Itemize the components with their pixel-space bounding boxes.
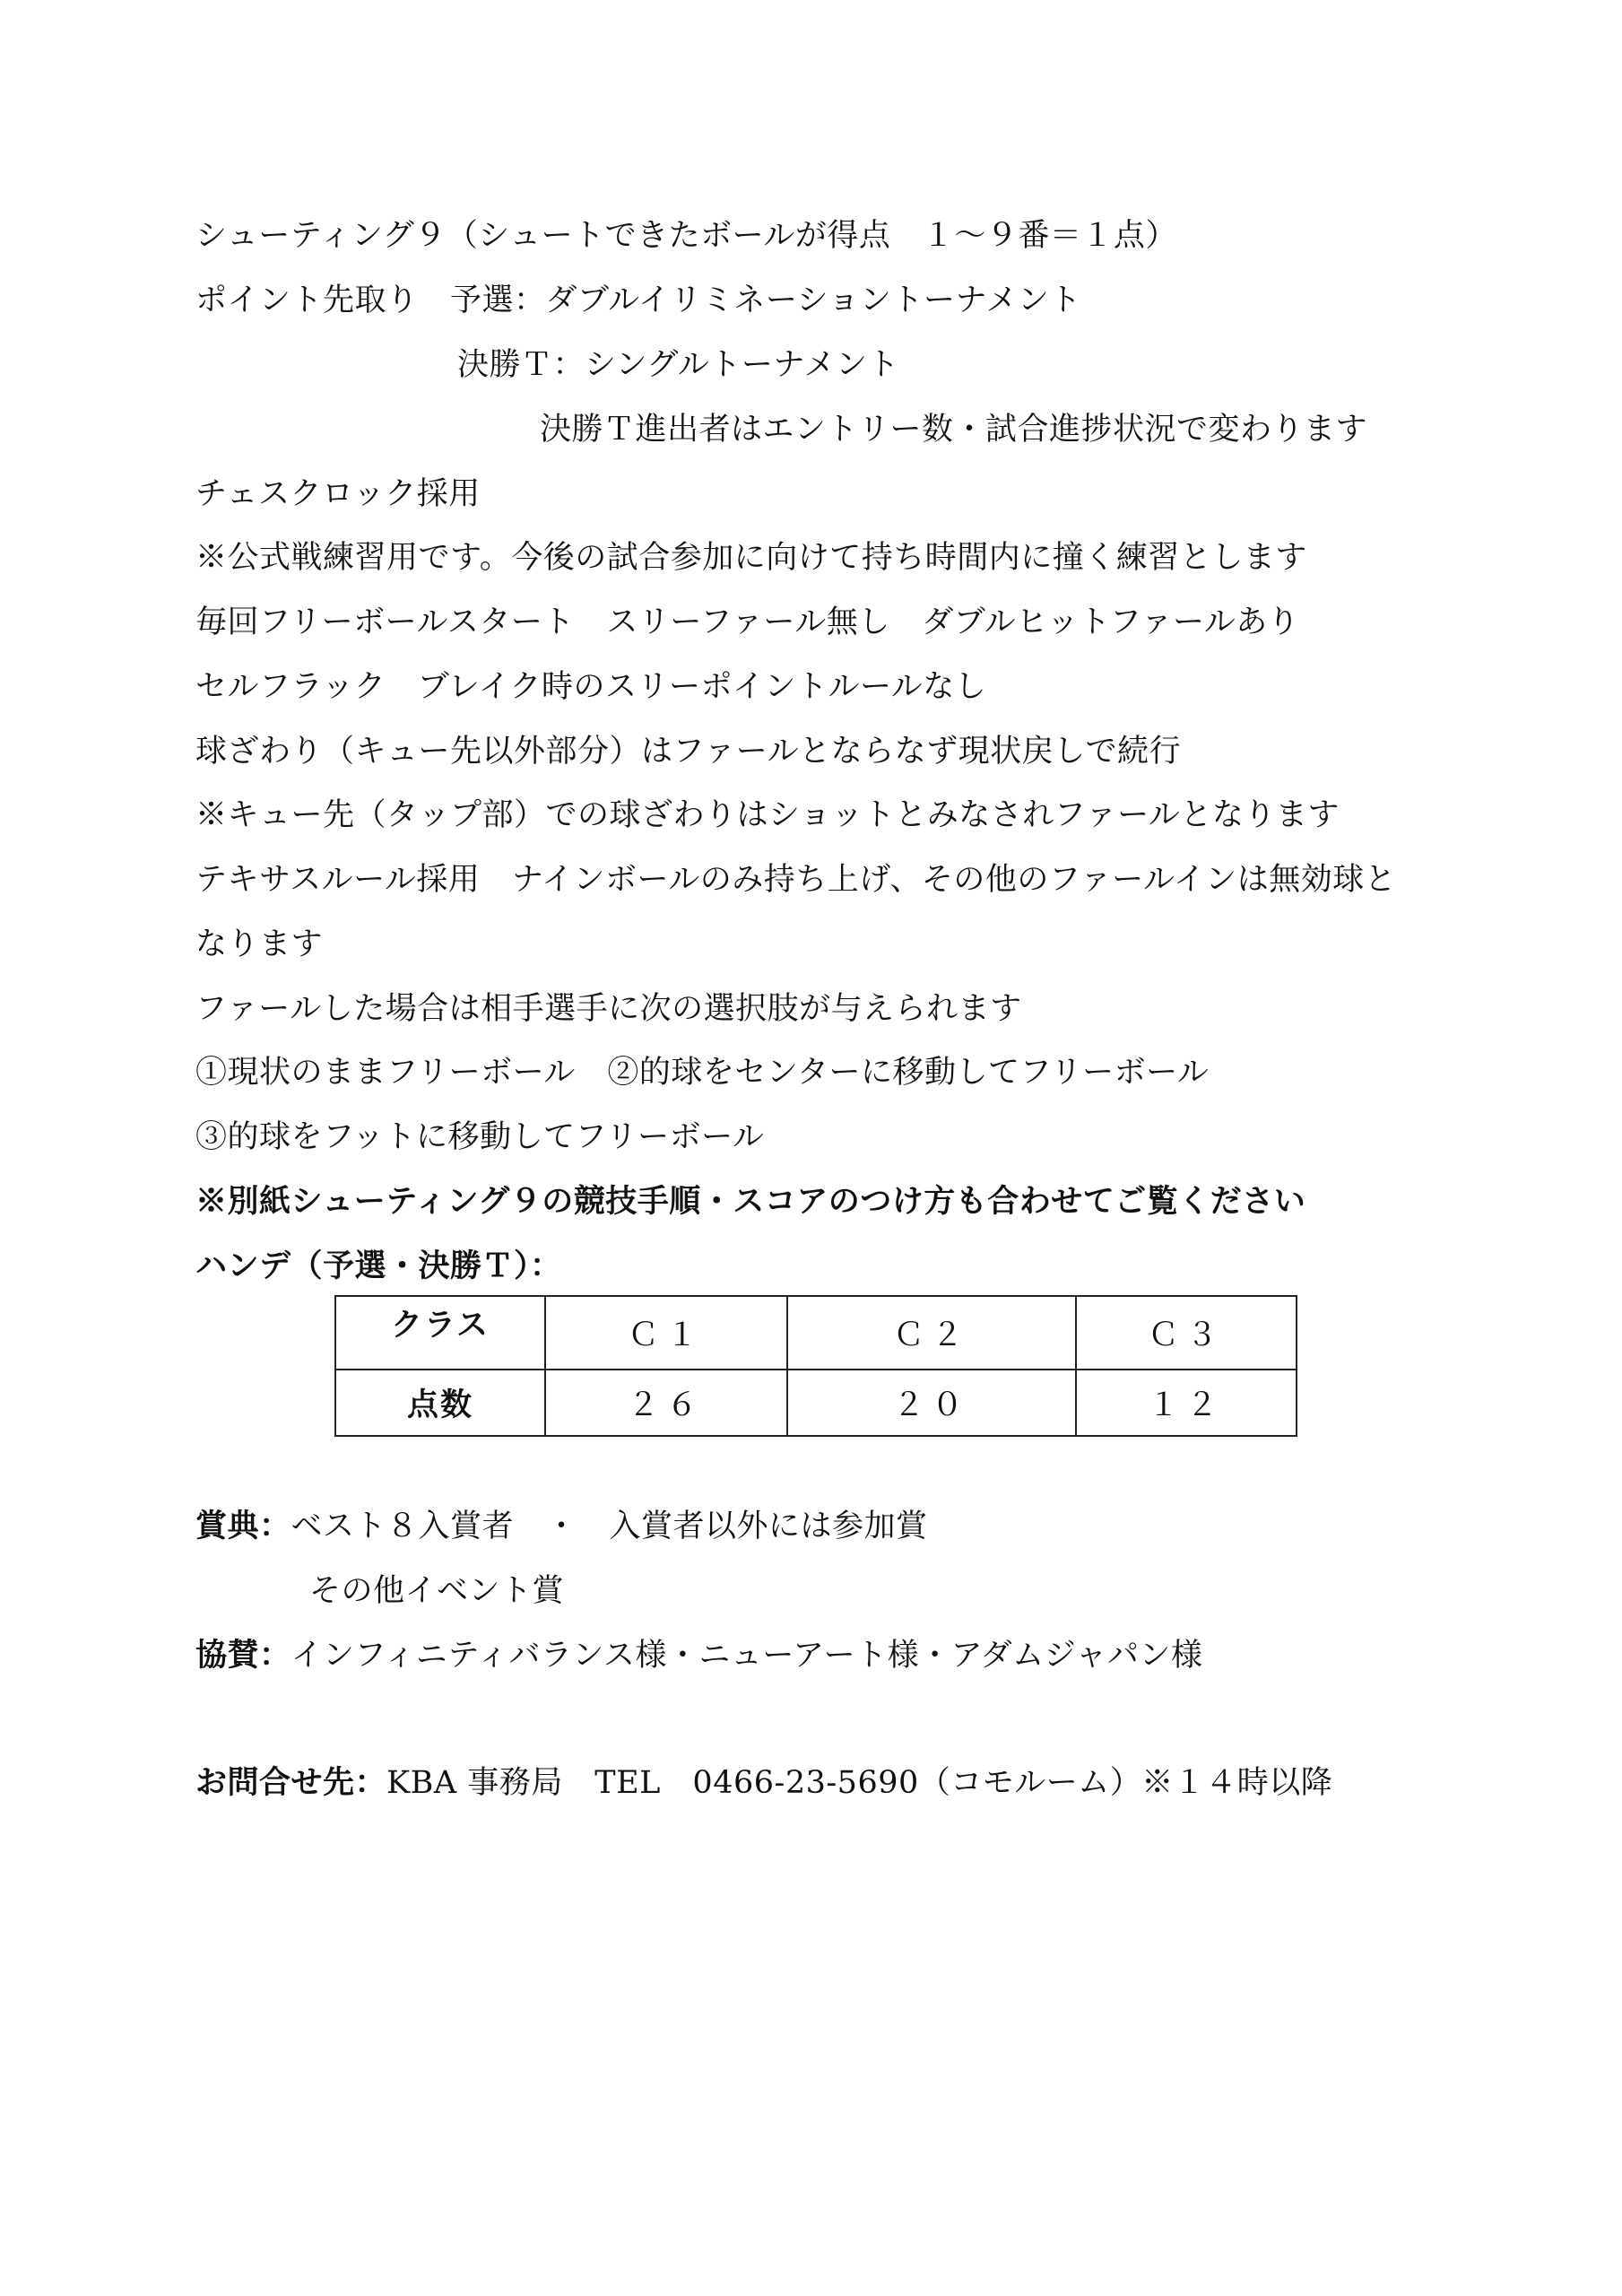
rule-line-separate-sheet: ※別紙シューティング９の競技手順・スコアのつけ方も合わせてご覧ください xyxy=(195,1183,1306,1220)
table-row xyxy=(335,1296,1297,1370)
table-cell: クラス xyxy=(335,1296,545,1370)
prize-line xyxy=(195,1507,928,1546)
contact-text: KBA 事務局 TEL 0466-23-5690（コモルーム）※１４時以降 xyxy=(386,1765,1333,1801)
contact-label: お問合せ先： xyxy=(195,1764,387,1801)
rule-line-texas-cont: なります xyxy=(195,926,324,962)
rule-line-option-3: ③的球をフットに移動してフリーボール xyxy=(195,1119,765,1155)
rule-line-tip-touch: ※キュー先（タップ部）での球ざわりはショットとみなされファールとなります xyxy=(195,797,1340,833)
table-cell: 点数 xyxy=(335,1370,545,1436)
rule-line-shooting9: シューティング９（シュートできたボールが得点 １～９番＝１点） xyxy=(195,218,1177,254)
prize-text: ベスト８入賞者 ・ 入賞者以外には参加賞 xyxy=(291,1509,928,1544)
sponsor-label: 協賛： xyxy=(195,1637,291,1674)
rule-line-option-1-2: ①現状のままフリーボール ②的球をセンターに移動してフリーボール xyxy=(195,1055,1210,1091)
prize-label: 賞典： xyxy=(195,1508,291,1544)
table-cell: ２６ xyxy=(545,1370,787,1436)
rule-line-practice-note: ※公式戦練習用です。今後の試合参加に向けて持ち時間内に撞く練習とします xyxy=(195,540,1307,576)
rule-line-chess-clock: チェスクロック採用 xyxy=(195,476,481,512)
contact-line xyxy=(195,1763,1332,1803)
rule-line-final-format: 決勝Ｔ：シングルトーナメント xyxy=(457,347,899,383)
rule-line-final-note: 決勝Ｔ進出者はエントリー数・試合進捗状況で変わります xyxy=(540,412,1368,448)
table-row xyxy=(335,1370,1297,1436)
hande-table xyxy=(334,1295,1297,1437)
rule-line-self-rack: セルフラック ブレイク時のスリーポイントルールなし xyxy=(195,669,987,705)
hande-heading: ハンデ（予選・決勝Ｔ）： xyxy=(195,1248,562,1284)
sponsor-line xyxy=(195,1636,1202,1675)
prize-line-2: その他イベント賞 xyxy=(309,1573,565,1609)
table-cell: Ｃ３ xyxy=(1076,1296,1297,1370)
rule-line-texas: テキサスルール採用 ナインボールのみ持ち上げ、その他のファールインは無効球と xyxy=(195,862,1397,898)
rule-line-free-ball: 毎回フリーボールスタート スリーファール無し ダブルヒットファールあり xyxy=(195,604,1300,640)
rule-line-touch: 球ざわり（キュー先以外部分）はファールとならなず現状戻しで続行 xyxy=(195,734,1182,770)
rule-line-foul-options: ファールした場合は相手選手に次の選択肢が与えられます xyxy=(195,991,1022,1027)
table-cell: Ｃ１ xyxy=(545,1296,787,1370)
rule-line-format: ポイント先取り 予選：ダブルイリミネーショントーナメント xyxy=(195,283,1082,318)
table-cell: Ｃ２ xyxy=(787,1296,1076,1370)
table-cell: ２０ xyxy=(787,1370,1076,1436)
table-cell: １２ xyxy=(1076,1370,1297,1436)
sponsor-text: インフィニティバランス様・ニューアート様・アダムジャパン様 xyxy=(291,1638,1203,1674)
